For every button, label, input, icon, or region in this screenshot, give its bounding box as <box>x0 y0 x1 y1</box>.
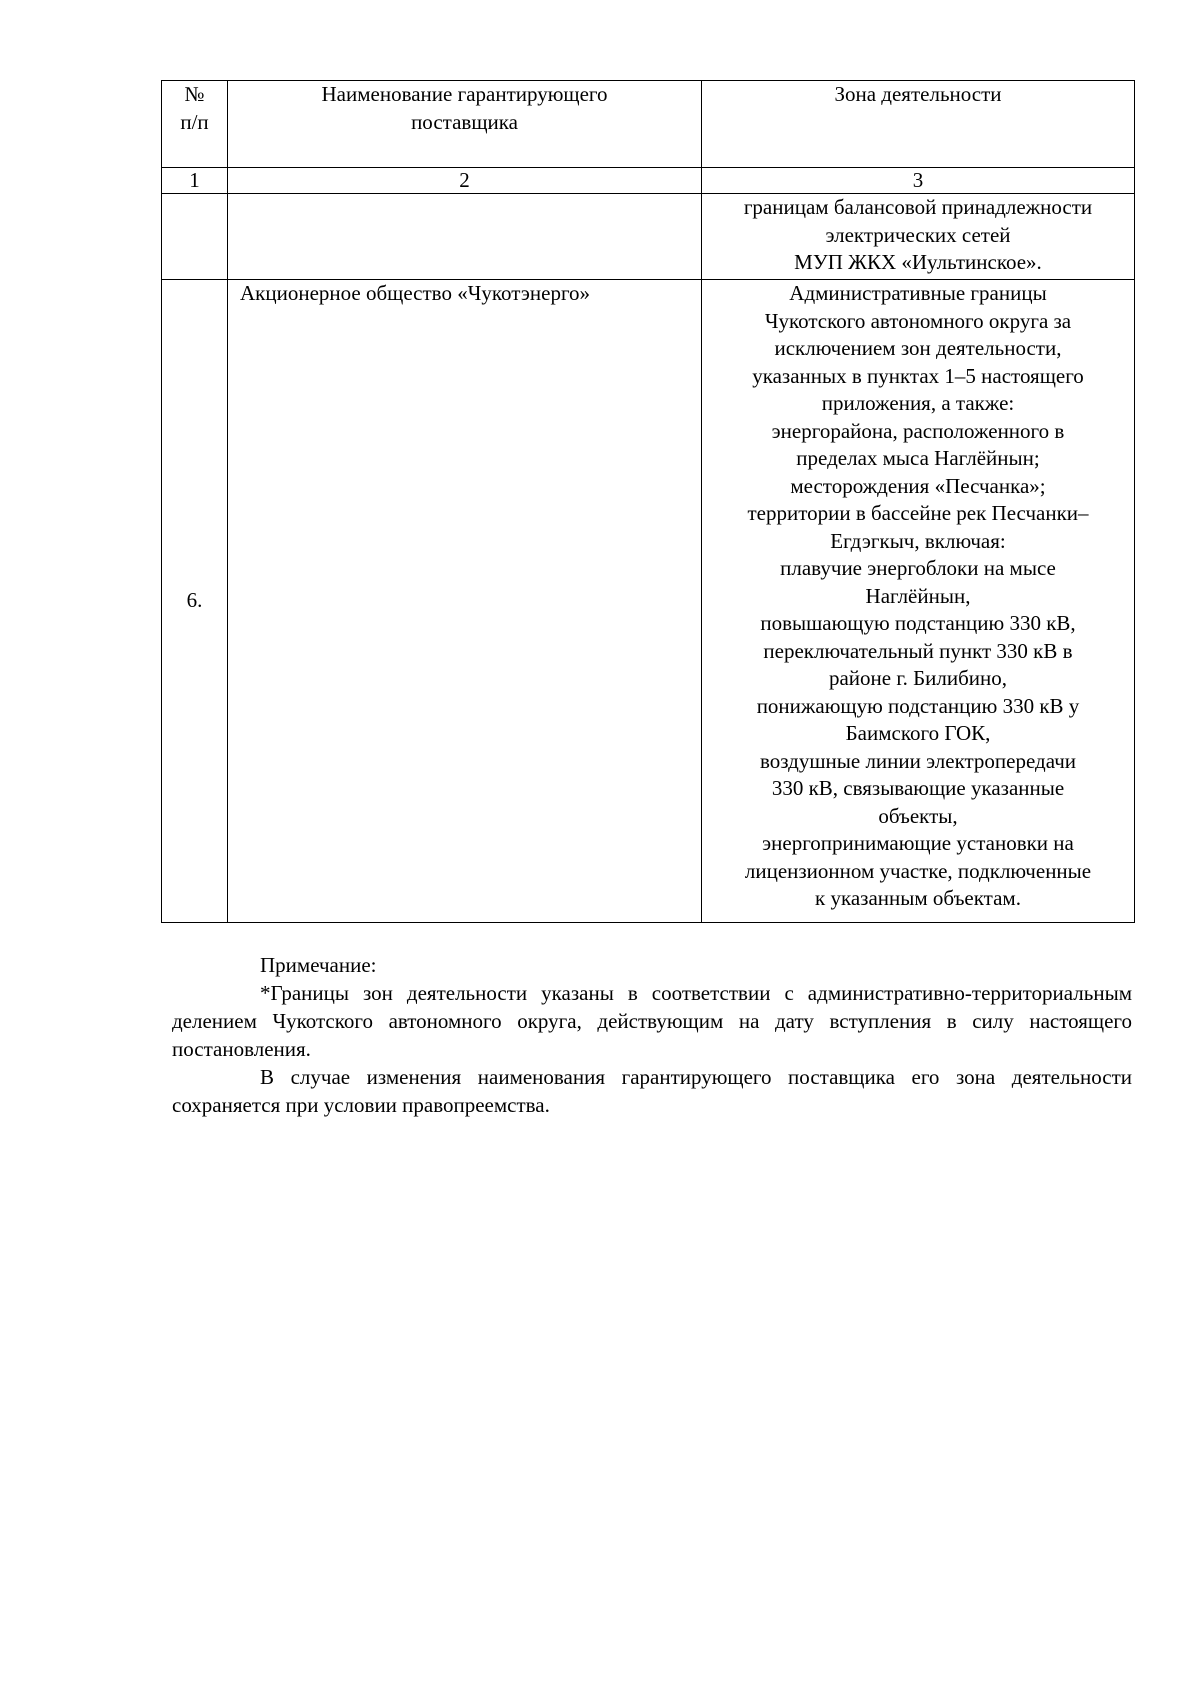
column-numbers-row <box>162 168 1135 194</box>
table-row-6 <box>162 280 1135 923</box>
zone-line: Наглёйнын, <box>865 583 971 608</box>
row6-supplier-cell: Акционерное общество «Чукотэнерго» <box>228 280 702 923</box>
zone-line: объекты, <box>878 803 958 828</box>
zone-line: Баимского ГОК, <box>845 721 991 745</box>
zone-line: исключением зон деятельности, <box>774 336 1062 360</box>
notes-paragraph-1: *Границы зон деятельности указаны в соответствии с административно-территориальным делением Чукотского автономного округа, действующим на дату вступления в силу настоящего постановления. <box>172 981 1132 1061</box>
header-supplier-line2: поставщика <box>411 109 518 134</box>
continued-number-cell <box>162 194 228 280</box>
zone-line: плавучие энергоблоки на мысе <box>780 556 1056 580</box>
header-number-line1: № <box>184 82 205 106</box>
zone-line: энергорайона, расположенного в <box>771 418 1065 443</box>
zone-line: переключательный пункт 330 кВ в <box>763 638 1073 663</box>
continued-supplier-cell <box>228 194 702 280</box>
row6-number-cell: 6. <box>162 280 228 923</box>
column-number-3: 3 <box>702 168 1135 194</box>
column-number-2: 2 <box>228 168 702 194</box>
zone-line: лицензионном участке, подключенные <box>744 858 1092 883</box>
notes-title: Примечание: <box>260 953 377 977</box>
zone-line: районе г. Билибино, <box>828 666 1008 690</box>
zone-line: энергопринимающие установки на <box>762 831 1074 855</box>
header-number-cell <box>162 81 228 168</box>
zone-line: Чукотского автономного округа за <box>764 308 1072 333</box>
header-number-line2: п/п <box>180 109 209 134</box>
zone-line: границам балансовой принадлежности <box>743 195 1093 219</box>
zone-line: месторождения «Песчанка»; <box>790 473 1046 498</box>
zone-line: территории в бассейне рек Песчанки– <box>747 501 1089 525</box>
column-number-1: 1 <box>162 168 228 194</box>
row6-zone-cell <box>702 280 1135 923</box>
zone-line: повышающую подстанцию 330 кВ, <box>760 611 1076 635</box>
notes-paragraph-2: В случае изменения наименования гарантирующего поставщика его зона деятельности сохраняется при условии правопреемства. <box>172 1065 1132 1117</box>
table-header-row <box>162 81 1135 168</box>
zone-line: воздушные линии электропередачи <box>759 748 1076 773</box>
zone-line: электрических сетей <box>825 222 1011 247</box>
zone-line: понижающую подстанцию 330 кВ у <box>756 693 1080 718</box>
zone-line: 330 кВ, связывающие указанные <box>771 776 1065 800</box>
suppliers-table <box>161 80 1135 923</box>
zone-line: МУП ЖКХ «Иультинское». <box>794 250 1042 274</box>
zone-line: Административные границы <box>789 281 1047 305</box>
continued-zone-cell <box>702 194 1135 280</box>
notes-section <box>172 951 1132 1119</box>
zone-line: пределах мыса Наглёйнын; <box>796 446 1040 470</box>
zone-line: приложения, а также: <box>821 391 1015 415</box>
header-supplier-cell <box>228 81 702 168</box>
zone-line: указанных в пунктах 1–5 настоящего <box>752 363 1084 388</box>
zone-line: Егдэгкыч, включая: <box>830 528 1006 553</box>
table-row-continued <box>162 194 1135 280</box>
zone-line: к указанным объектам. <box>815 886 1021 910</box>
header-supplier-line1: Наименование гарантирующего <box>321 82 608 106</box>
header-zone-cell: Зона деятельности <box>702 81 1135 168</box>
